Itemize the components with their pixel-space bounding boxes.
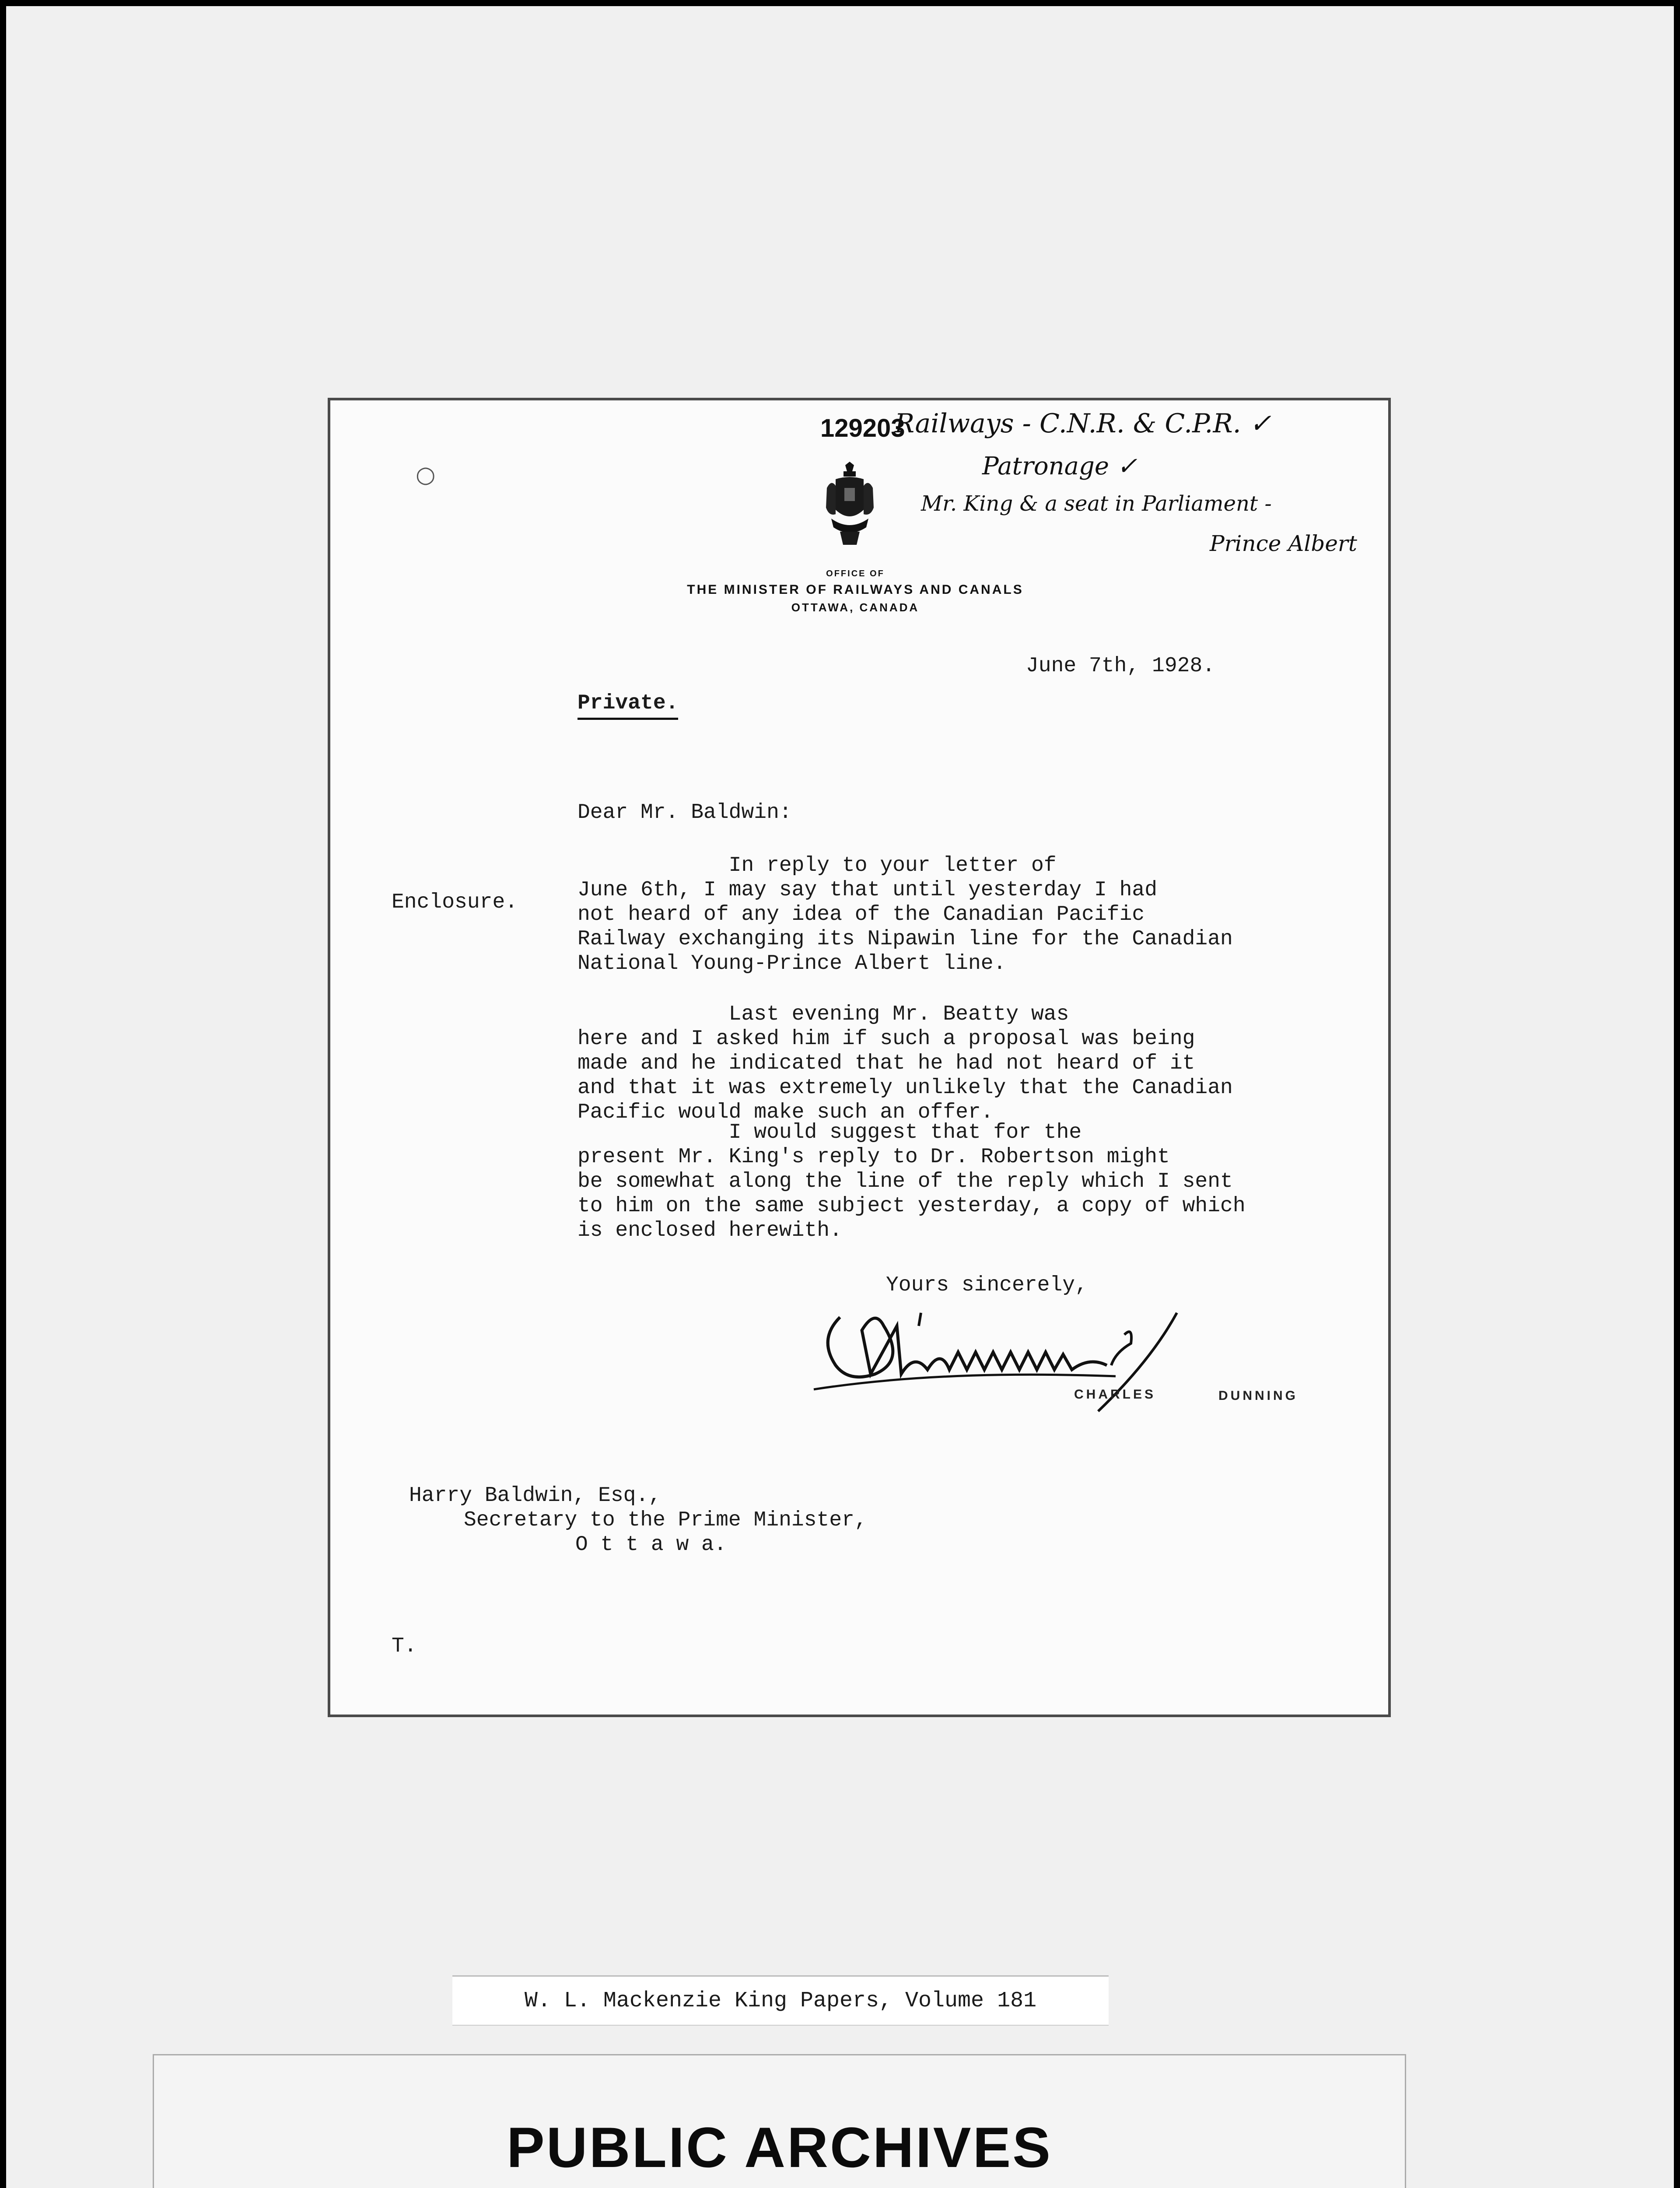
archives-card <box>153 2054 1406 2188</box>
collection-label-text: W. L. Mackenzie King Papers, Volume 181 <box>524 1988 1037 2013</box>
letterhead-location: OTTAWA, CANADA <box>791 601 920 614</box>
handwritten-note-subject: Railways - C.N.R. & C.P.R. ✓ <box>895 408 1272 439</box>
enclosure-label: Enclosure. <box>392 891 518 914</box>
coat-of-arms-icon <box>822 462 877 549</box>
letterhead <box>593 569 1118 614</box>
handwritten-note-patronage: Patronage ✓ <box>982 452 1138 480</box>
body-paragraph-2: Last evening Mr. Beatty was here and I asked him if such a proposal was being made and he indicated that he had not heard of it and that it was extremely unlikely that the Canadian Pacific would make such an offer. <box>578 1003 1233 1124</box>
signer-last-name: DUNNING <box>1218 1389 1298 1403</box>
letterhead-office-of: OFFICE OF <box>826 569 885 579</box>
typist-initial: T. <box>392 1634 417 1658</box>
signer-first-name: CHARLES <box>1074 1387 1156 1402</box>
letter-page <box>328 398 1391 1717</box>
recipient-city: O t t a w a. <box>575 1533 727 1557</box>
microfilm-frame <box>6 6 1674 2188</box>
body-paragraph-1: In reply to your letter of June 6th, I may say that until yesterday I had not heard of any idea of the Canadian Pacific Railway exchanging its Nipawin line for the Canadian National Young-Prince Albert line. <box>578 854 1233 975</box>
recipient-title: Secretary to the Prime Minister, <box>464 1508 867 1532</box>
handwritten-note-prince-albert: Prince Albert <box>1210 531 1357 556</box>
closing: Yours sincerely, <box>886 1273 1088 1297</box>
body-paragraph-3: I would suggest that for the present Mr. King's reply to Dr. Robertson might be somewhat along the line of the reply which I sent to him on the same subject yesterday, a copy of which is enclosed herewith. <box>578 1121 1246 1242</box>
document-number: 129203 <box>820 414 905 442</box>
archives-line-1: PUBLIC ARCHIVES <box>507 2115 1052 2179</box>
handwritten-note-seat: Mr. King & a seat in Parliament - <box>921 491 1272 516</box>
punch-hole-mark: ○ <box>416 462 436 488</box>
collection-label <box>452 1975 1109 2026</box>
salutation: Dear Mr. Baldwin: <box>578 801 792 824</box>
private-label: Private. <box>578 691 678 720</box>
recipient-name: Harry Baldwin, Esq., <box>409 1484 662 1508</box>
letter-date: June 7th, 1928. <box>1026 654 1215 678</box>
letterhead-minister: THE MINISTER OF RAILWAYS AND CANALS <box>687 582 1024 597</box>
